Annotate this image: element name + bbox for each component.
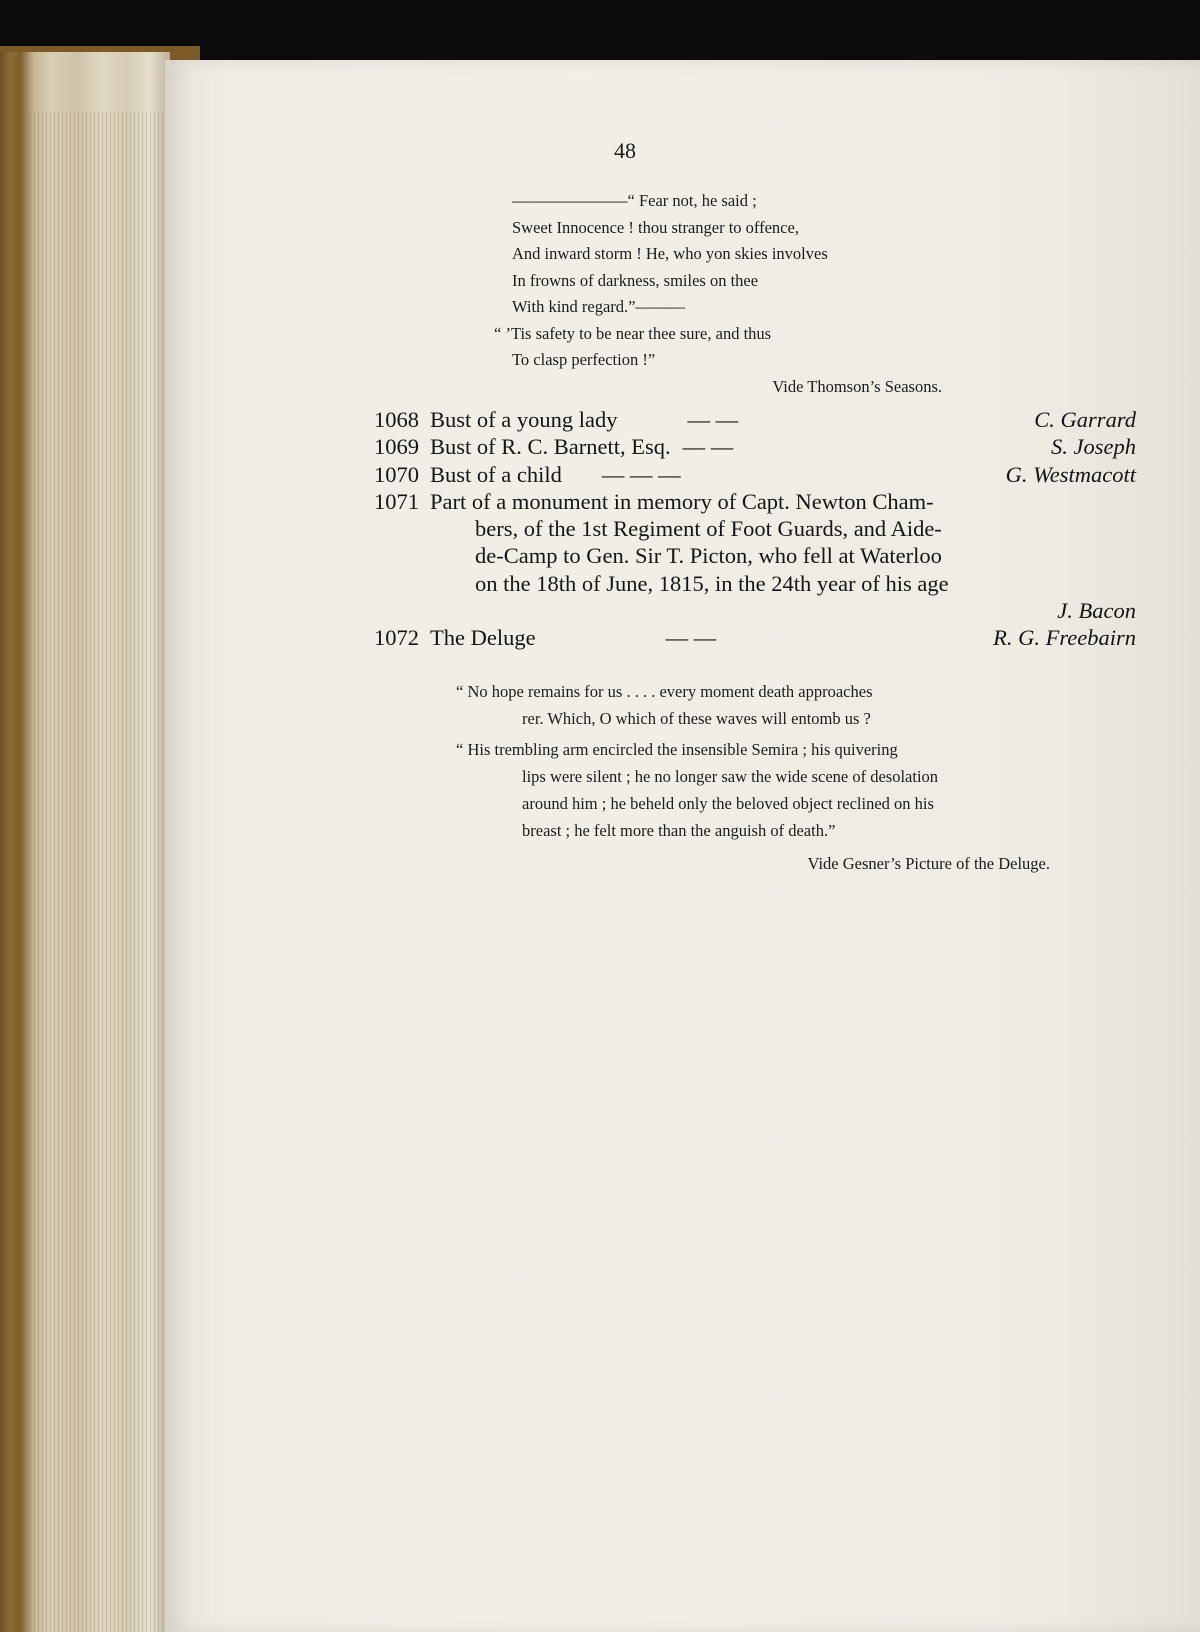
page-number: 48 [614,138,636,163]
entry-dashes: — — [665,625,717,651]
quote-line: lips were silent ; he no longer saw the wide scene of desolation [522,767,939,786]
entry-artist: S. Joseph [1051,434,1136,460]
entry-continuation: bers, of the 1st Regiment of Foot Guards, and Aide- [475,516,942,542]
poem-quote [494,188,942,400]
quote-attribution: Vide Gesner’s Picture of the Deluge. [807,854,1050,873]
catalogue-entry [374,488,1136,515]
entry-continuation: on the 18th of June, 1815, in the 24th year of his age [475,570,949,596]
entry-number: 1070 [374,461,419,487]
entry-number: 1069 [374,434,419,460]
entry-title: Bust of a child [430,461,562,487]
entry-artist: G. Westmacott [1005,461,1136,487]
entry-title: Part of a monument in memory of Capt. Newton Cham- [430,488,934,514]
deluge-quote [456,678,1050,877]
catalogue-entries [374,406,1136,652]
quote-line: around him ; he beheld only the beloved object reclined on his [522,794,934,813]
poem-line: ———————“ Fear not, he said ; [512,191,757,210]
entry-dashes: — — [687,407,739,432]
entry-title: The Deluge [430,625,536,651]
poem-line: “ ’Tis safety to be near thee sure, and thus [494,323,772,343]
entry-number: 1068 [374,407,419,432]
entry-number: 1071 [374,488,419,514]
entry-dashes: — — — [601,461,681,487]
catalogue-entry [374,461,1136,488]
entry-artist: C. Garrard [1034,407,1136,432]
entry-title: Bust of R. C. Barnett, Esq. [430,434,671,460]
poem-line: And inward storm ! He, who yon skies involves [512,244,828,263]
entry-number: 1072 [374,625,419,651]
poem-line: With kind regard.”——— [512,297,686,316]
entry-artist: J. Bacon [1057,598,1136,624]
book-page-edges [0,52,170,1632]
quote-line: “ No hope remains for us . . . . every moment death approaches [456,682,873,701]
entry-title: Bust of a young lady [430,407,618,432]
catalogue-entry [374,406,1136,433]
poem-line: In frowns of darkness, smiles on thee [512,270,759,290]
entry-artist: R. G. Freebairn [993,625,1136,651]
quote-line: “ His trembling arm encircled the insensible Semira ; his quivering [456,740,898,759]
entry-continuation: de-Camp to Gen. Sir T. Picton, who fell at Waterloo [475,543,942,569]
catalogue-entry [374,624,1136,651]
quote-line: rer. Which, O which of these waves will entomb us ? [522,709,871,728]
poem-line: To clasp perfection !” [512,350,656,369]
poem-line: Sweet Innocence ! thou stranger to offence, [512,217,799,237]
quote-line: breast ; he felt more than the anguish of death.” [522,821,836,840]
poem-attribution: Vide Thomson’s Seasons. [772,376,942,396]
entry-dashes: — — [682,434,734,460]
catalogue-entry [374,433,1136,460]
